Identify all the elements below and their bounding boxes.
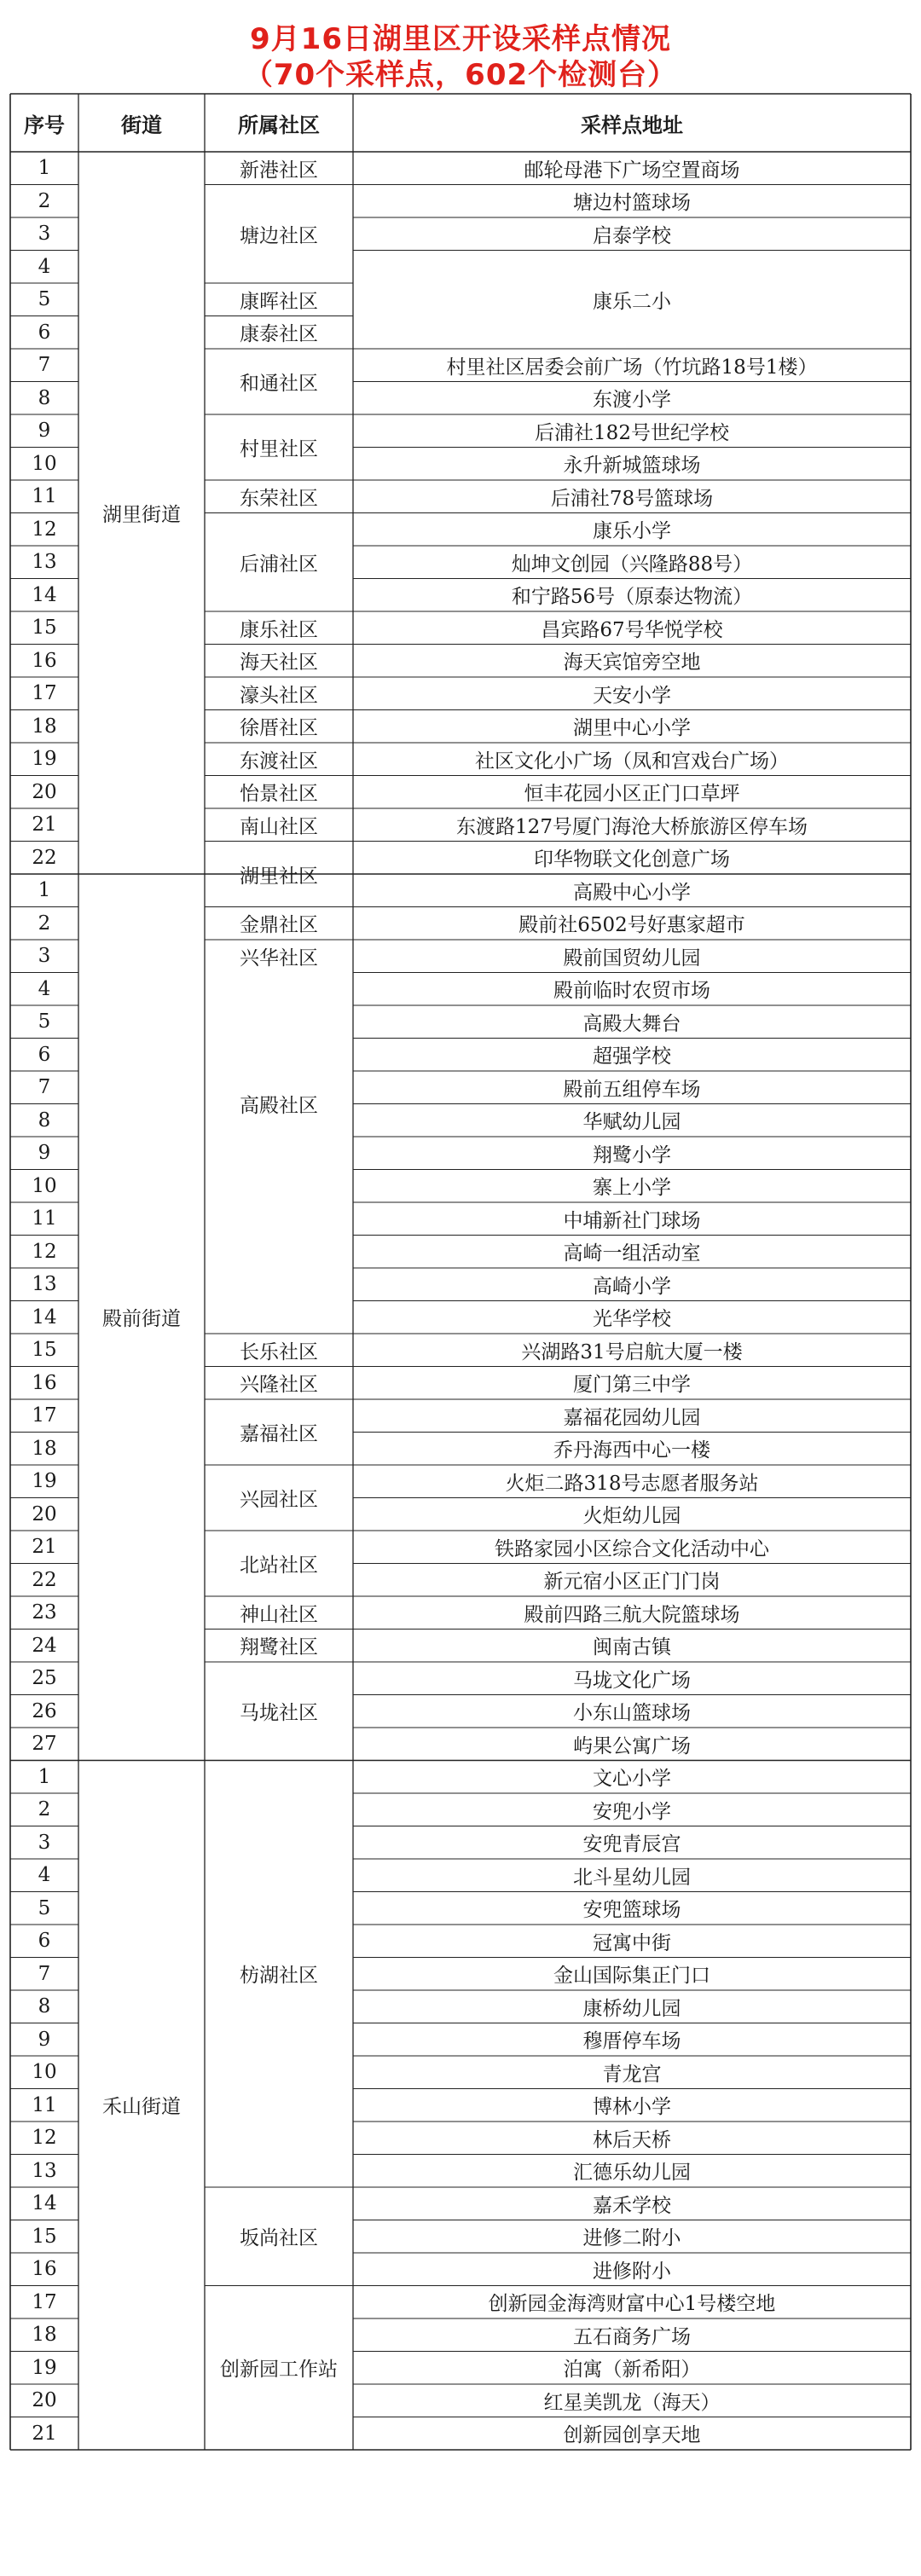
site-address: 穆厝停车场	[582, 2030, 681, 2053]
site-address: 红星美凯龙（海天）	[543, 2391, 721, 2414]
site-address: 汇德乐幼儿园	[573, 2162, 691, 2185]
community-name: 马垅社区	[240, 1702, 318, 1725]
community-name: 怡景社区	[240, 783, 318, 806]
site-address: 昌宾路67号华悦学校	[541, 618, 723, 641]
site-address: 殿前临时农贸市场	[553, 980, 710, 1003]
row-number: 15	[32, 617, 57, 640]
site-address: 乔丹海西中心一楼	[553, 1439, 710, 1462]
row-number: 26	[32, 1699, 57, 1722]
header-number: 序号	[24, 113, 65, 137]
row-number: 15	[32, 1339, 57, 1362]
community-name: 兴隆社区	[240, 1374, 318, 1397]
site-address: 殿前社6502号好惠家超市	[518, 914, 745, 937]
row-number: 20	[32, 780, 57, 803]
row-number: 2	[38, 1798, 51, 1821]
row-number: 23	[32, 1601, 57, 1624]
site-address: 邮轮母港下广场空置商场	[524, 159, 740, 182]
community-name: 创新园工作站	[220, 2359, 338, 2382]
row-number: 16	[32, 649, 57, 672]
document-subtitle: （70个采样点，602个检测台）	[243, 58, 678, 92]
row-number: 9	[38, 2028, 51, 2051]
row-number: 12	[32, 518, 57, 541]
row-number: 21	[32, 813, 57, 836]
community-name: 金鼎社区	[240, 914, 318, 937]
community-name: 后浦社区	[240, 553, 318, 576]
row-number: 19	[32, 748, 57, 771]
row-number: 6	[38, 1930, 51, 1953]
row-number: 3	[38, 1831, 51, 1854]
community-name: 濠头社区	[240, 684, 318, 707]
header-site: 采样点地址	[581, 113, 683, 137]
row-number: 10	[32, 452, 57, 475]
site-address: 后浦社182号世纪学校	[535, 421, 729, 444]
community-name: 南山社区	[240, 815, 318, 838]
site-address: 殿前国贸幼儿园	[563, 946, 701, 970]
row-number: 14	[32, 583, 57, 606]
row-number: 4	[38, 1864, 51, 1887]
community-name: 塘边社区	[240, 224, 318, 247]
row-number: 11	[32, 2093, 57, 2116]
row-number: 12	[32, 1240, 57, 1263]
row-number: 16	[32, 2258, 57, 2281]
row-number: 17	[32, 2290, 57, 2313]
site-address: 殿前四路三航大院篮球场	[524, 1603, 740, 1626]
row-number: 14	[32, 2192, 57, 2215]
street-name: 湖里街道	[102, 504, 181, 526]
community-name: 康乐社区	[240, 618, 318, 641]
site-address: 灿坤文创园（兴隆路88号）	[511, 553, 753, 576]
row-number: 4	[38, 255, 51, 278]
row-number: 20	[32, 2389, 57, 2412]
site-address: 高崎一组活动室	[563, 1242, 701, 1265]
site-address: 超强学校	[593, 1045, 671, 1068]
site-address: 高殿中心小学	[573, 881, 691, 904]
row-number: 8	[38, 1995, 51, 2018]
row-number: 10	[32, 2061, 57, 2084]
site-address: 海天宾馆旁空地	[563, 651, 701, 674]
community-name: 翔鹭社区	[240, 1636, 318, 1659]
site-address: 翔鹭小学	[593, 1143, 671, 1166]
row-number: 19	[32, 1470, 57, 1493]
site-address: 铁路家园小区综合文化活动中心	[495, 1537, 769, 1560]
row-number: 14	[32, 1305, 57, 1329]
site-address: 火炬幼儿园	[582, 1505, 681, 1528]
site-address: 华赋幼儿园	[582, 1111, 681, 1134]
site-address: 冠寓中街	[593, 1931, 671, 1954]
community-name: 和通社区	[240, 373, 318, 395]
row-number: 11	[32, 1207, 57, 1230]
row-number: 9	[38, 420, 51, 443]
site-address: 寨上小学	[593, 1177, 671, 1200]
site-address: 创新园创享天地	[563, 2424, 701, 2447]
site-address: 中埔新社门球场	[563, 1209, 701, 1232]
site-address: 青龙宫	[602, 2063, 662, 2086]
site-address: 东渡路127号厦门海沧大桥旅游区停车场	[456, 815, 808, 838]
site-address: 厦门第三中学	[573, 1374, 691, 1397]
site-address: 新元宿小区正门门岗	[543, 1571, 721, 1594]
community-name: 康晖社区	[240, 290, 318, 313]
site-address: 闽南古镇	[593, 1636, 671, 1659]
site-address: 嘉禾学校	[593, 2194, 671, 2217]
site-address: 湖里中心小学	[573, 717, 691, 740]
site-address: 村里社区居委会前广场（竹坑路18号1楼）	[446, 356, 818, 379]
row-number: 2	[38, 912, 51, 935]
site-address: 北斗星幼儿园	[573, 1866, 691, 1889]
site-address: 康乐二小	[593, 290, 671, 313]
community-name: 湖里社区	[240, 865, 318, 888]
site-address: 塘边村篮球场	[573, 192, 691, 215]
community-name: 坂尚社区	[240, 2227, 318, 2250]
row-number: 13	[32, 551, 57, 574]
row-number: 5	[38, 1010, 51, 1033]
row-number: 16	[32, 1371, 57, 1394]
header-community: 所属社区	[238, 113, 320, 137]
site-address: 进修附小	[593, 2260, 671, 2283]
site-address: 社区文化小广场（凤和宫戏台广场）	[475, 750, 789, 773]
row-number: 6	[38, 321, 51, 344]
site-address: 后浦社78号篮球场	[550, 487, 714, 510]
row-number: 17	[32, 682, 57, 705]
community-name: 神山社区	[240, 1603, 318, 1626]
row-number: 20	[32, 1502, 57, 1525]
row-number: 3	[38, 945, 51, 968]
site-address: 天安小学	[593, 684, 671, 707]
site-address: 康桥幼儿园	[582, 1997, 681, 2020]
site-address: 恒丰花园小区正门口草坪	[524, 783, 740, 806]
row-number: 8	[38, 386, 51, 409]
site-address: 火炬二路318号志愿者服务站	[505, 1472, 759, 1495]
row-number: 2	[38, 189, 51, 212]
row-number: 7	[38, 1962, 51, 1985]
community-name: 康泰社区	[240, 323, 318, 346]
row-number: 10	[32, 1174, 57, 1197]
street-name: 殿前街道	[102, 1308, 181, 1331]
site-address: 嘉福花园幼儿园	[563, 1406, 701, 1429]
site-address: 永升新城篮球场	[563, 454, 701, 478]
row-number: 1	[38, 1765, 51, 1788]
row-number: 22	[32, 846, 57, 869]
site-address: 启泰学校	[593, 224, 671, 247]
community-name: 兴华社区	[240, 946, 318, 970]
row-number: 12	[32, 2127, 57, 2150]
site-address: 文心小学	[593, 1768, 671, 1791]
site-address: 安兜小学	[593, 1800, 671, 1823]
site-address: 泊寓（新希阳）	[563, 2359, 701, 2382]
row-number: 18	[32, 715, 57, 738]
row-number: 13	[32, 1273, 57, 1296]
site-address: 印华物联文化创意广场	[534, 848, 730, 871]
row-number: 27	[32, 1733, 57, 1756]
site-address: 和宁路56号（原泰达物流）	[511, 586, 753, 609]
row-number: 24	[32, 1634, 57, 1657]
site-address: 创新园金海湾财富中心1号楼空地	[488, 2293, 776, 2316]
row-number: 5	[38, 288, 51, 311]
document-title: 9月16日湖里区开设采样点情况	[250, 22, 671, 56]
site-address: 光华学校	[593, 1308, 671, 1331]
site-address: 屿果公寓广场	[573, 1734, 691, 1757]
row-number: 7	[38, 1076, 51, 1099]
street-name: 禾山街道	[102, 2096, 181, 2119]
row-number: 13	[32, 2159, 57, 2182]
site-address: 殿前五组停车场	[563, 1078, 701, 1101]
site-address: 博林小学	[593, 2096, 671, 2119]
community-name: 徐厝社区	[240, 717, 318, 740]
site-address: 小东山篮球场	[573, 1702, 691, 1725]
row-number: 3	[38, 223, 51, 246]
row-number: 11	[32, 485, 57, 508]
site-address: 马垅文化广场	[573, 1669, 691, 1692]
site-address: 高崎小学	[593, 1275, 671, 1298]
row-number: 25	[32, 1667, 57, 1690]
row-number: 9	[38, 1142, 51, 1165]
site-address: 五石商务广场	[573, 2325, 691, 2348]
row-number: 8	[38, 1109, 51, 1132]
row-number: 15	[32, 2225, 57, 2248]
community-name: 高殿社区	[240, 1095, 318, 1117]
site-address: 进修二附小	[582, 2227, 681, 2250]
row-number: 19	[32, 2356, 57, 2379]
site-address: 金山国际集正门口	[553, 1965, 710, 1988]
community-name: 枋湖社区	[240, 1965, 318, 1988]
community-name: 长乐社区	[240, 1340, 318, 1363]
community-name: 村里社区	[240, 438, 318, 460]
row-number: 21	[32, 2422, 57, 2445]
row-number: 18	[32, 2324, 57, 2347]
community-name: 北站社区	[240, 1554, 318, 1577]
site-address: 高殿大舞台	[582, 1012, 681, 1035]
row-number: 1	[38, 879, 51, 902]
community-name: 东渡社区	[240, 750, 318, 773]
community-name: 海天社区	[240, 651, 318, 674]
header-street: 街道	[121, 113, 162, 137]
row-number: 22	[32, 1568, 57, 1591]
row-number: 7	[38, 354, 51, 377]
row-number: 1	[38, 157, 51, 180]
site-address: 林后天桥	[593, 2128, 671, 2151]
site-address: 安兜青辰宫	[582, 1833, 681, 1856]
site-address: 兴湖路31号启航大厦一楼	[521, 1340, 743, 1363]
row-number: 5	[38, 1896, 51, 1919]
row-number: 6	[38, 1043, 51, 1066]
site-address: 安兜篮球场	[582, 1899, 681, 1922]
community-name: 新港社区	[240, 159, 318, 182]
row-number: 21	[32, 1536, 57, 1559]
site-address: 东渡小学	[593, 389, 671, 412]
row-number: 4	[38, 977, 51, 1000]
site-address: 康乐小学	[593, 520, 671, 543]
row-number: 18	[32, 1437, 57, 1460]
row-number: 17	[32, 1404, 57, 1427]
community-name: 东荣社区	[240, 487, 318, 510]
community-name: 嘉福社区	[240, 1423, 318, 1445]
community-name: 兴园社区	[240, 1489, 318, 1511]
